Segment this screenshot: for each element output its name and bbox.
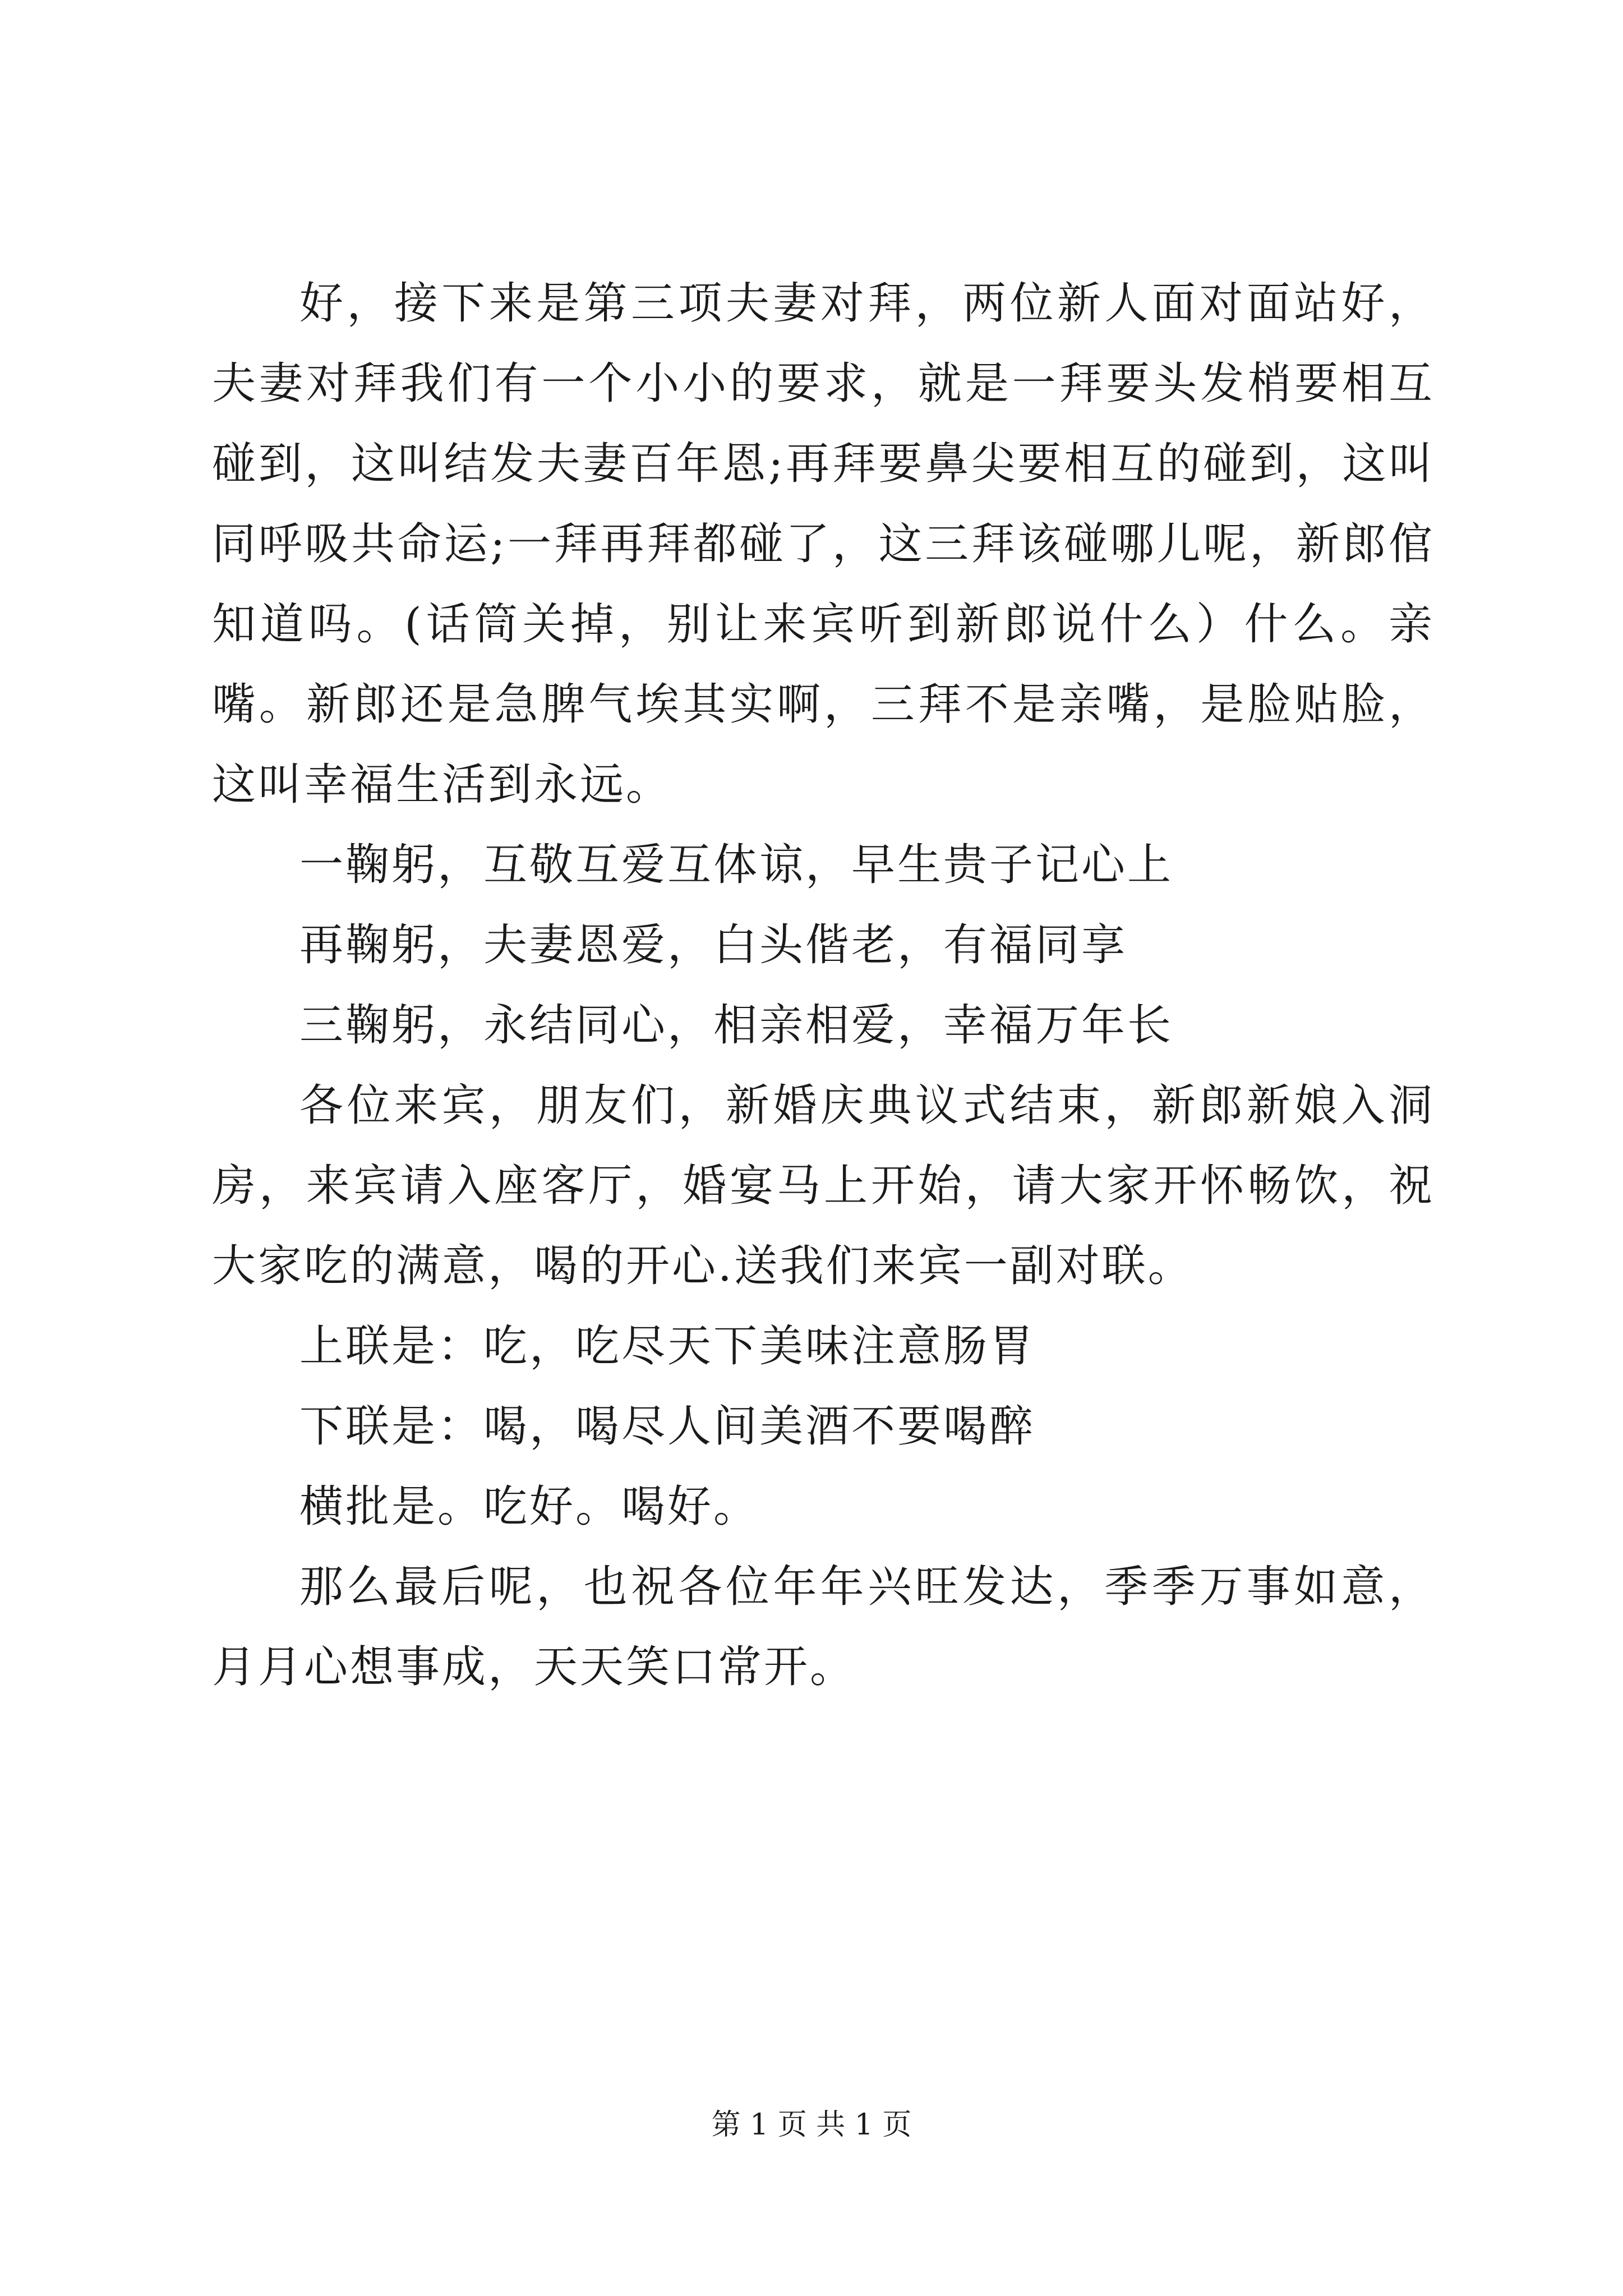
paragraph-horizontal-scroll: 横批是。吃好。喝好。 <box>299 1481 760 1532</box>
paragraph-first-bow: 一鞠躬，互敬互爱互体谅，早生贵子记心上 <box>299 840 1174 890</box>
paragraph-bowing-ceremony: 好，接下来是第三项夫妻对拜，两位新人面对面站好，夫妻对拜我们有一个小小的要求，就是一拜要头发梢要相互碰到，这叫结发夫妻百年恩;再拜要鼻尖要相互的碰到，这叫同呼吸共命运;一拜再拜都碰了，这三拜该碰哪儿呢，新郎倌知道吗。(话筒关掉，别让来宾听到新郎说什么）什么。亲嘴。新郎还是急脾气埃其实啊，三拜不是亲嘴，是脸贴脸，这叫幸福生活到永远。 <box>212 278 1435 810</box>
paragraph-lower-couplet: 下联是：喝，喝尽人间美酒不要喝醉 <box>299 1401 1036 1452</box>
paragraph-third-bow: 三鞠躬，永结同心，相亲相爱，幸福万年长 <box>299 1000 1174 1051</box>
paragraph-closing-wishes: 那么最后呢，也祝各位年年兴旺发达，季季万事如意，月月心想事成，天天笑口常开。 <box>212 1562 1435 1692</box>
page-number-footer: 第 1 页 共 1 页 <box>711 2108 912 2142</box>
document-body <box>212 264 1435 1708</box>
paragraph-second-bow: 再鞠躬，夫妻恩爱，白头偕老，有福同享 <box>299 920 1128 970</box>
paragraph-ceremony-end: 各位来宾，朋友们，新婚庆典议式结束，新郎新娘入洞房，来宾请入座客厅，婚宴马上开始，请大家开怀畅饮，祝大家吃的满意，喝的开心.送我们来宾一副对联。 <box>212 1080 1435 1291</box>
paragraph-upper-couplet: 上联是：吃，吃尽天下美味注意肠胃 <box>299 1321 1036 1372</box>
